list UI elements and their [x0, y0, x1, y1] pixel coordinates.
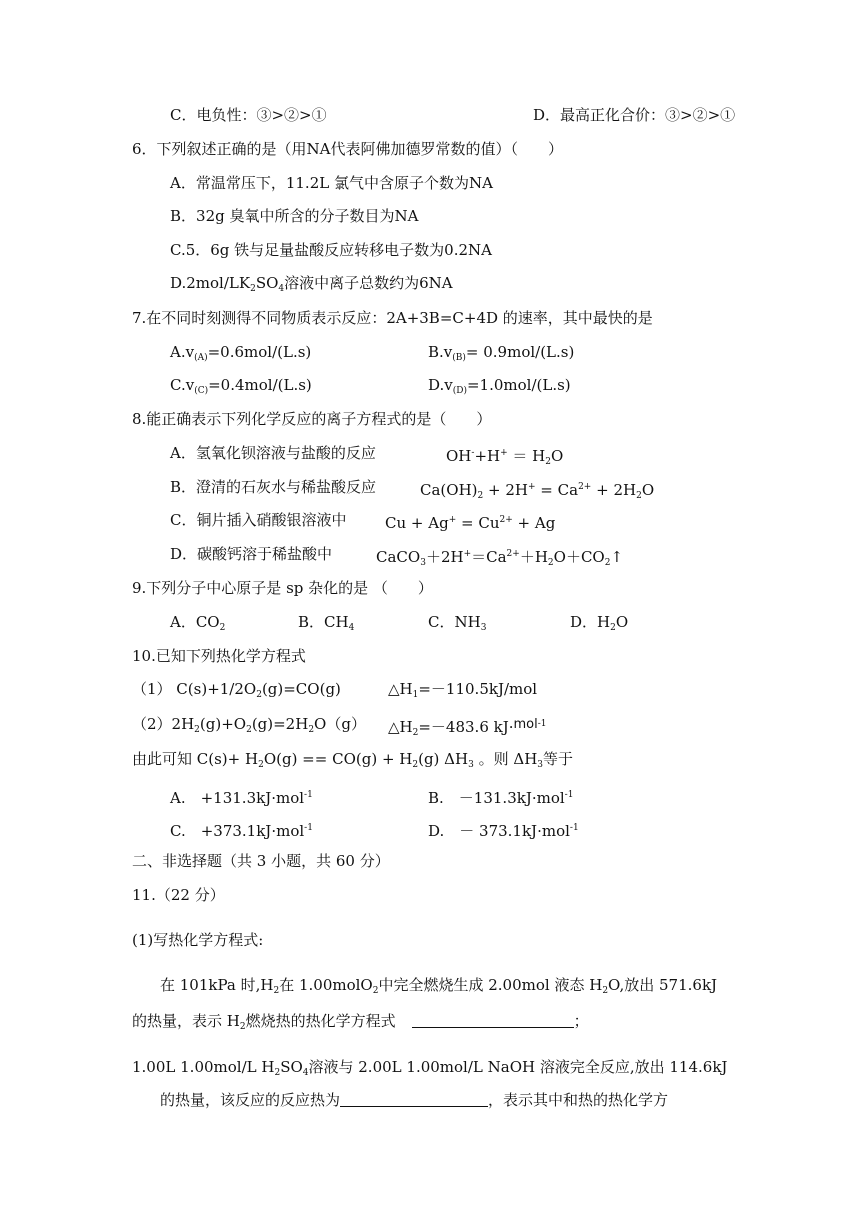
text-run: （2）2H [132, 715, 195, 733]
q10-delta-h2 [388, 713, 547, 744]
subscript: 2 [602, 986, 609, 996]
text-run: 在 1.00molO [279, 976, 373, 994]
q11-heading: 11.（22 分） [132, 886, 225, 904]
superscript: 2+ [506, 549, 520, 559]
text-run: B. －131.3kJ·mol [428, 789, 565, 807]
q8-option-d-equation [376, 543, 623, 574]
text-run: ＝Ca [471, 548, 507, 566]
q9-option-b [298, 611, 354, 639]
text-run: 中完全燃烧生成 2.00mol 液态 H [378, 976, 603, 994]
text-run: +H [474, 447, 501, 465]
text-run: O [551, 447, 564, 465]
q8-stem: 8.能正确表示下列化学反应的离子方程式的是（ ） [132, 410, 492, 428]
text-run: D.v [428, 376, 453, 394]
text-run: + 2H [483, 481, 528, 499]
subscript: 2 [194, 725, 200, 735]
q6-option-b: B．32g 臭氧中所含的分子数目为NA [170, 207, 419, 225]
subscript: 3 [480, 623, 487, 633]
q6-option-a: A．常温常压下，11.2L 氯气中含原子个数为NA [170, 174, 493, 192]
text-run: (g)=CO(g) [261, 680, 341, 698]
superscript: -1 [304, 790, 313, 800]
subscript: 2 [250, 284, 256, 294]
text-run: D.2mol/LK [170, 274, 251, 292]
subscript: 2 [372, 986, 379, 996]
subscript: 2 [412, 728, 419, 738]
text-run: + 2H [591, 481, 637, 499]
text-run: ＋2H [425, 548, 464, 566]
q5-option-d-text: D．最高正化合价：③>②>① [533, 106, 736, 124]
text-run: SO [255, 274, 279, 292]
text-run: 溶液中离子总数约为6NA [284, 274, 453, 292]
text-run: ＋H [519, 548, 548, 566]
q7-option-d [428, 374, 571, 402]
q6-stem: 6．下列叙述正确的是（用NA代表阿佛加德罗常数的值）（ ） [132, 140, 564, 158]
superscript: + [463, 549, 472, 559]
q5-option-c [170, 104, 327, 126]
subscript: (B) [452, 353, 466, 363]
text-run: Ca(OH) [420, 481, 478, 499]
q9-option-d [570, 611, 628, 639]
subscript: (D) [452, 386, 467, 396]
subscript: 2 [610, 623, 616, 633]
q10-option-b [428, 784, 573, 809]
text-run: 燃烧热的热化学方程式 [245, 1012, 396, 1030]
text-run: O [615, 613, 629, 631]
q10-option-a [170, 784, 313, 809]
superscript: -1 [537, 719, 547, 729]
superscript: -1 [564, 790, 574, 800]
q8-option-d-text: D．碳酸钙溶于稀盐酸中 [170, 545, 333, 563]
subscript: 2 [239, 1022, 246, 1032]
q5-option-d [533, 104, 735, 126]
q8-option-a-equation [446, 442, 563, 473]
text-run: O,放出 571.6kJ [608, 976, 718, 994]
text-run: CaCO [376, 548, 421, 566]
q8-option-c-text: C．铜片插入硝酸银溶液中 [170, 511, 347, 529]
q10-option-c [170, 817, 313, 842]
subscript: 2 [308, 725, 315, 735]
q9-option-c [428, 611, 486, 639]
text-run: OH [446, 447, 472, 465]
q10-stem: 10.已知下列热化学方程式 [132, 647, 306, 665]
text-run: ，表示其中和热的热化学方 [488, 1091, 669, 1109]
q5-option-c-text: C．电负性：③>②>① [170, 106, 327, 124]
text-run: 溶液与 2.00L 1.00mol/L NaOH 溶液完全反应,放出 114.6kJ [308, 1058, 728, 1076]
text-run: 在 101kPa 时,H [160, 976, 274, 994]
subscript: 2 [545, 457, 551, 467]
text-run: ↑ [610, 548, 624, 566]
q6-option-c: C.5．6g 铁与足量盐酸反应转移电子数为0.2NA [170, 241, 492, 259]
text-run: 。则 ΔH [473, 750, 538, 768]
q9-stem: 9.下列分子中心原子是 sp 杂化的是 （ ） [132, 579, 433, 597]
answer-blank[interactable] [412, 1011, 574, 1028]
subscript: 1 [412, 690, 419, 700]
text-run: =1.0mol/(L.s) [466, 376, 571, 394]
text-run: D. － 373.1kJ·mol [428, 822, 570, 840]
text-run: A．CO [170, 613, 220, 631]
subscript: 3 [537, 760, 544, 770]
subscript: 2 [246, 725, 252, 735]
text-run: (g) ΔH [418, 750, 469, 768]
text-run: =0.4mol/(L.s) [208, 376, 312, 394]
text-run: =－110.5kJ/mol [418, 680, 538, 698]
text-run: 由此可知 C(s)+ H [132, 750, 259, 768]
q11-paragraph-1-line-2 [132, 1010, 589, 1038]
text-run: △H [388, 680, 413, 698]
text-run: = Ca [535, 481, 579, 499]
q10-equation-2 [132, 713, 366, 741]
subscript: 4 [302, 1068, 309, 1078]
text-run: 的热量，该反应的反应热为 [160, 1091, 341, 1109]
superscript: + [448, 515, 457, 525]
superscript: + [527, 482, 536, 492]
text-run: Cu + Ag [385, 514, 449, 532]
subscript: 2 [273, 986, 280, 996]
text-run: A.v [170, 343, 195, 361]
text-run: ； [573, 1012, 589, 1030]
q8-option-b-equation [420, 476, 654, 507]
subscript: 2 [547, 558, 554, 568]
superscript: -1 [569, 823, 579, 833]
subscript: 2 [477, 491, 484, 501]
q11-paragraph-1-line-1 [160, 974, 717, 1002]
text-run: ＝ H [507, 447, 546, 465]
superscript: 2+ [499, 515, 513, 525]
subscript: (C) [194, 386, 209, 396]
subscript: 2 [219, 623, 226, 633]
section-heading: 二、非选择题（共 3 小题，共 60 分） [132, 852, 390, 870]
q7-stem: 7.在不同时刻测得不同物质表示反应：2A+3B=C+4D 的速率，其中最快的是 [132, 309, 653, 327]
superscript: + [500, 448, 508, 458]
superscript: - [471, 448, 475, 458]
answer-blank[interactable] [340, 1090, 488, 1107]
text-run: △H [388, 718, 413, 736]
text-run: =0.6mol/(L.s) [207, 343, 312, 361]
text-run: (g)=2H [251, 715, 309, 733]
superscript: 2+ [578, 482, 592, 492]
text-run: A. +131.3kJ·mol [170, 789, 305, 807]
q8-option-c-equation [385, 509, 555, 534]
subscript: (A) [194, 353, 208, 363]
text-run: D．H [570, 613, 611, 631]
text-run: (g)+O [199, 715, 247, 733]
text-run: C.v [170, 376, 195, 394]
text-run: 的热量，表示 H [132, 1012, 240, 1030]
q10-delta-h1 [388, 678, 537, 706]
subscript: 3 [420, 558, 426, 568]
q10-equation-1 [132, 678, 341, 706]
text-run: （1） C(s)+1/2O [132, 680, 257, 698]
text-run: = 0.9mol/(L.s) [465, 343, 575, 361]
q10-derivation [132, 748, 573, 776]
subscript: 2 [604, 558, 611, 568]
subscript: 4 [348, 623, 355, 633]
q6-option-d [170, 272, 453, 300]
text-run: C．NH [428, 613, 481, 631]
text-run: O（g） [314, 715, 366, 733]
text-run: + Ag [512, 514, 556, 532]
subscript: 2 [256, 690, 262, 700]
text-run: B．CH [298, 613, 349, 631]
text-run: O＋CO [553, 548, 605, 566]
text-run: SO [280, 1058, 303, 1076]
subscript: 2 [636, 491, 642, 501]
subscript: 4 [278, 284, 285, 294]
q8-option-b-text: B．澄清的石灰水与稀盐酸反应 [170, 478, 377, 496]
q10-option-d [428, 817, 579, 842]
q11-paragraph-2-line-2 [160, 1089, 668, 1111]
subscript: 2 [412, 760, 419, 770]
subscript: 2 [258, 760, 264, 770]
q9-option-a [170, 611, 225, 639]
q7-option-c [170, 374, 312, 402]
text-run: C. +373.1kJ·mol [170, 822, 305, 840]
subscript: 3 [468, 760, 474, 770]
q11-subquestion-1: (1)写热化学方程式: [132, 931, 264, 949]
q8-option-a-text: A．氢氧化钡溶液与盐酸的反应 [170, 444, 376, 462]
text-run: O [641, 481, 655, 499]
text-run: = Cu [456, 514, 500, 532]
text-run: =－483.6 kJ· [418, 718, 514, 736]
text-run: B.v [428, 343, 453, 361]
q7-option-a [170, 341, 311, 369]
subscript: 2 [274, 1068, 281, 1078]
unit-text: mol [513, 717, 538, 732]
text-run: O(g) == CO(g) + H [263, 750, 413, 768]
text-run: 等于 [543, 750, 574, 768]
superscript: -1 [304, 823, 313, 833]
q11-paragraph-2-line-1 [132, 1056, 727, 1084]
q7-option-b [428, 341, 574, 369]
text-run: 1.00L 1.00mol/L H [132, 1058, 275, 1076]
